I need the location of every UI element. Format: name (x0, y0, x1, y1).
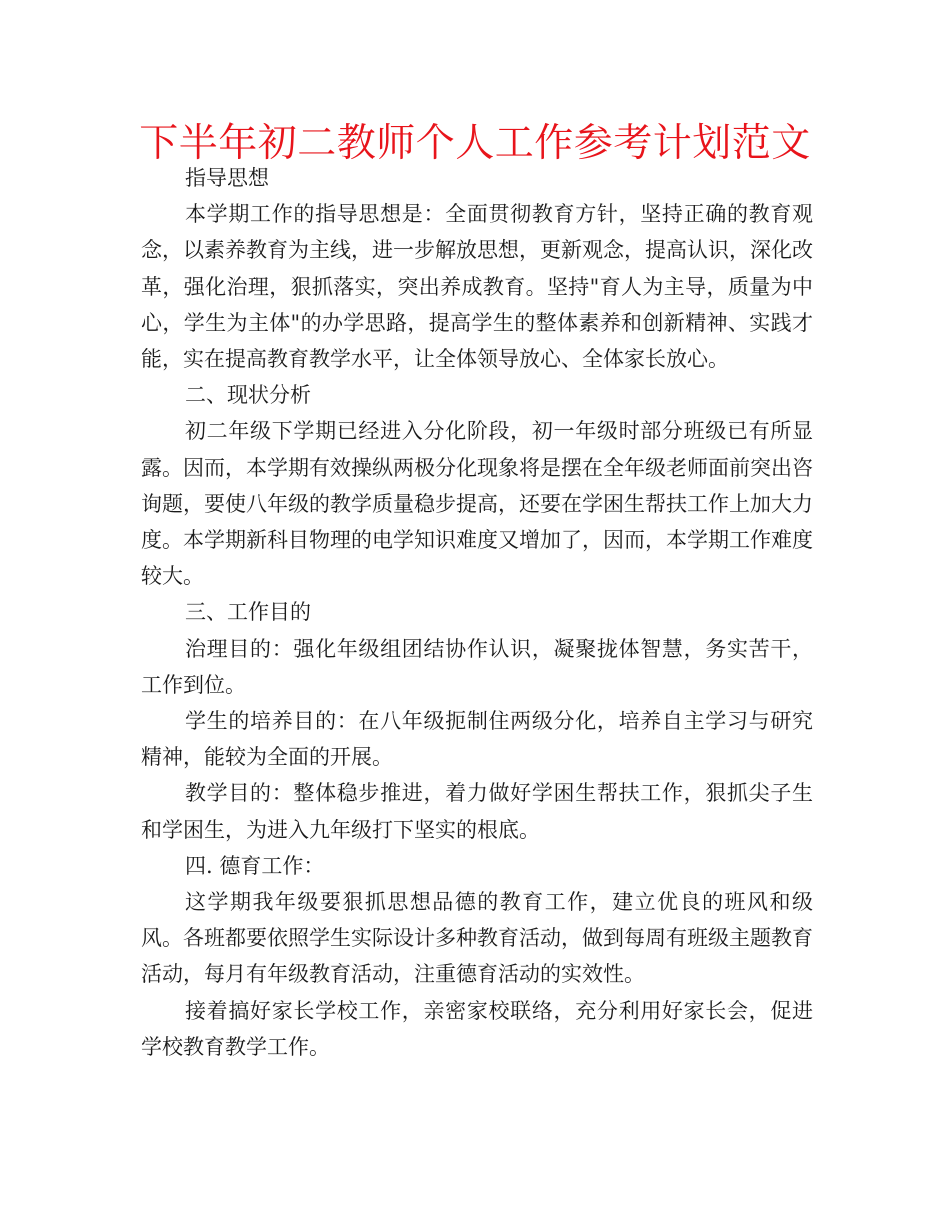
paragraph-parent-school: 接着搞好家长学校工作，亲密家校联络，充分利用好家长会，促进学校教育教学工作。 (141, 998, 813, 1059)
document-body (141, 160, 813, 1065)
paragraph-management-goal: 治理目的：强化年级组团结协作认识，凝聚拢体智慧，务实苦干，工作到位。 (141, 636, 813, 697)
heading-current-analysis: 二、现状分析 (185, 383, 311, 408)
heading-work-goals: 三、工作目的 (185, 600, 311, 625)
paragraph-student-goal: 学生的培养目的：在八年级扼制住两级分化，培养自主学习与研究精神，能较为全面的开展。 (141, 709, 813, 770)
paragraph-teaching-goal: 教学目的：整体稳步推进，着力做好学困生帮扶工作，狠抓尖子生和学困生，为进入九年级打下坚实的根底。 (141, 781, 813, 842)
heading-moral-education: 四. 德育工作： (185, 853, 325, 878)
document-title: 下半年初二教师个人工作参考计划范文 (139, 121, 811, 166)
paragraph-guiding-thought: 本学期工作的指导思想是：全面贯彻教育方针，坚持正确的教育观念，以素养教育为主线，进一步解放思想，更新观念，提高认识，深化改革，强化治理，狠抓落实，突出养成教育。坚持"育人为主导，质量为中心，学生为主体"的办学思路，提高学生的整体素养和创新精神、实践才能，实在提高教育教学水平，让全体领导放心、全体家长放心。 (141, 202, 813, 372)
heading-guiding-thought: 指导思想 (185, 166, 269, 190)
paragraph-moral-education: 这学期我年级要狠抓思想品德的教育工作，建立优良的班风和级风。各班都要依照学生实际设计多种教育活动，做到每周有班级主题教育活动，每月有年级教育活动，注重德育活动的实效性。 (141, 890, 813, 987)
paragraph-current-analysis: 初二年级下学期已经进入分化阶段，初一年级时部分班级已有所显露。因而，本学期有效操纵两极分化现象将是摆在全年级老师面前突出咨询题，要使八年级的教学质量稳步提高，还要在学困生帮扶工作上加大力度。本学期新科目物理的电学知识难度又增加了，因而，本学期工作难度较大。 (141, 419, 813, 589)
